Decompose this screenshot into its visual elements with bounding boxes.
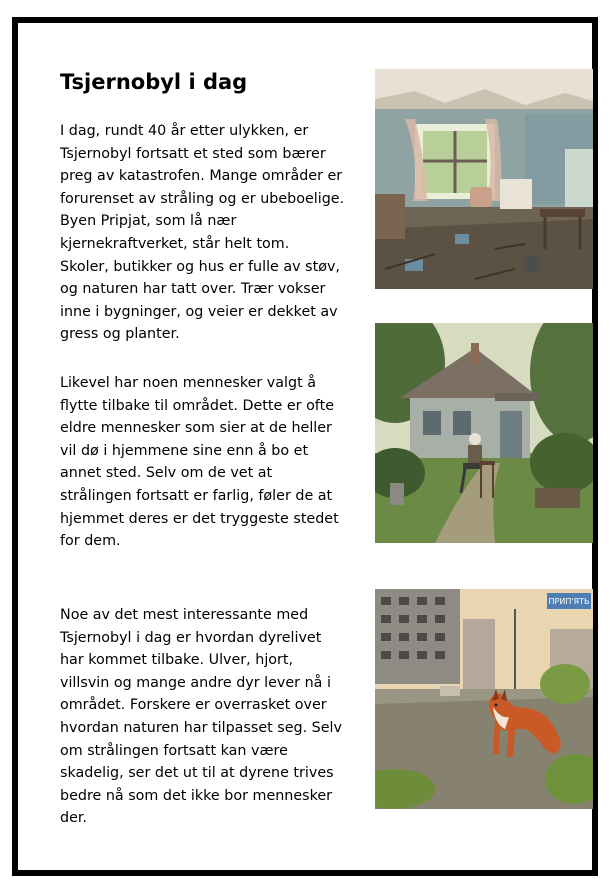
old-man-house-image (375, 323, 593, 543)
pripyat-sign-text: ПРИП'ЯТЬ (548, 597, 590, 606)
abandoned-room-image (375, 69, 593, 289)
paragraph-wildlife: Noe av det mest interessante med Tsjernobyl i dag er hvordan dyrelivet har kommet tilbake. Ulver, hjort, villsvin og mange andre dyr lever nå i området. Forskere er overrasket over hvordan naturen har tilpasset seg. Selv om strålingen fortsatt kan være skadelig, ser det ut til at dyrene trives bedre nå som det ikke bor mennesker der. (60, 607, 342, 827)
paragraph-abandoned-city: I dag, rundt 40 år etter ulykken, er Tsjernobyl fortsatt et sted som bærer preg av katastrofen. Mange områder er forurenset av stråling og er ubeboelige. Byen Pripjat, som lå nær kjernekraftverket, står helt tom. Skoler, butikker og hus er fulle av støv, og naturen har tatt over. Trær vokser inne i bygninger, og veier er dekket av gress og planter. (60, 123, 345, 343)
fox-pripyat-image (375, 589, 593, 809)
article-title: Tsjernobyl i dag (60, 70, 248, 94)
paragraph-returning-residents: Likevel har noen mennesker valgt å flytte tilbake til området. Dette er ofte eldre mennesker som sier at de heller vil dø i hjemmene sine enn å bo et annet sted. Selv om de vet at strålingen fortsatt er farlig, føler de at hjemmet deres er det tryggeste stedet for dem. (60, 375, 339, 550)
